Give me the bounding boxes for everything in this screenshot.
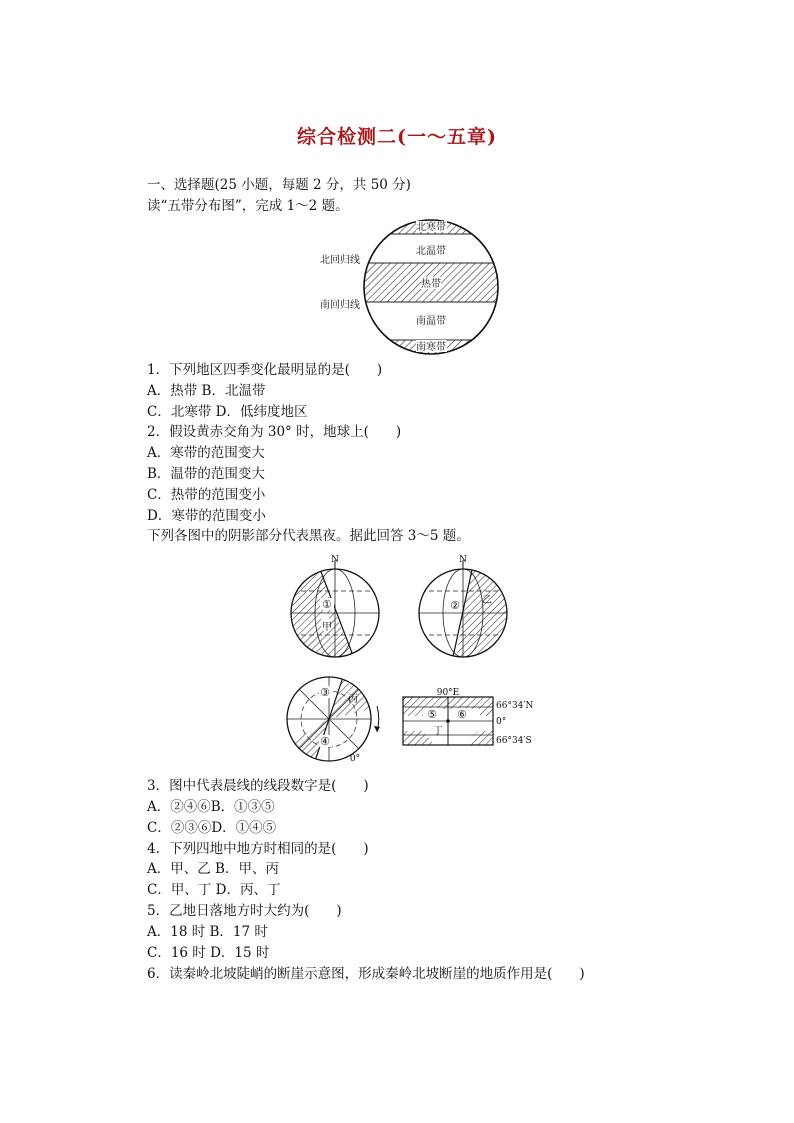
point-bing: 丙 [348, 694, 358, 705]
option-line: C．热带的范围变小 [147, 487, 266, 503]
point-jia: 甲 [322, 622, 332, 633]
tropic-south-label: 南回归线 [320, 300, 360, 311]
globe-2 [413, 555, 515, 666]
page-title: 综合检测二(一～五章) [297, 126, 497, 148]
marker-1: ① [322, 598, 332, 611]
section-heading: 一、选择题(25 小题，每题 2 分，共 50 分) [147, 177, 411, 193]
question-3: 3．图中代表晨线的线段数字是( ) [147, 778, 369, 794]
lon-label: 90°E [436, 688, 460, 698]
option-line: B．温带的范围变大 [147, 466, 265, 482]
intro-q3-5: 下列各图中的阴影部分代表黑夜。据此回答 3～5 题。 [147, 528, 470, 544]
tropic-north-label: 北回归线 [320, 255, 360, 266]
intro-q1-2: 读“五带分布图”，完成 1～2 题。 [147, 198, 349, 214]
question-2: 2．假设黄赤交角为 30° 时，地球上( ) [147, 424, 402, 440]
zone-label: 南寒带 [416, 342, 446, 353]
globe-1 [285, 555, 385, 666]
option-line: C．②③⑥D．①④⑤ [147, 820, 277, 836]
marker-2: ② [450, 599, 460, 612]
point-yi: 乙 [482, 595, 492, 606]
day-night-figure [285, 556, 545, 766]
lat-equator-label: 0° [496, 717, 507, 727]
north-label: N [331, 555, 339, 565]
rect-map [403, 688, 533, 746]
zone-label: 热带 [421, 279, 441, 290]
point-ding: 丁 [433, 726, 443, 737]
marker-5: ⑤ [427, 708, 437, 721]
question-4: 4．下列四地中地方时相同的是( ) [147, 841, 369, 857]
five-zones-figure [315, 218, 505, 356]
question-5: 5．乙地日落地方时大约为( ) [147, 903, 342, 919]
option-line: A．寒带的范围变大 [147, 445, 265, 461]
zone-label: 南温带 [416, 316, 446, 327]
option-line: A．18 时 B．17 时 [147, 924, 268, 940]
zone-label: 北寒带 [416, 222, 446, 233]
option-line: A．②④⑥B．①③⑤ [147, 799, 275, 815]
marker-6: ⑥ [457, 708, 467, 721]
meridian-0-label: 0° [349, 754, 361, 764]
option-line: C．16 时 D．15 时 [147, 945, 270, 961]
marker-3: ③ [320, 686, 330, 699]
option-line: A．甲、乙 B．甲、丙 [147, 861, 279, 877]
north-label: N [459, 555, 467, 565]
option-line: C．甲、丁 D．丙、丁 [147, 882, 281, 898]
option-line: A．热带 B．北温带 [147, 383, 266, 399]
option-line: D．寒带的范围变小 [147, 508, 266, 524]
marker-4: ④ [320, 735, 330, 748]
lat-north-label: 66°34′N [496, 701, 534, 711]
question-6: 6．读秦岭北坡陡峭的断崖示意图，形成秦岭北坡断崖的地质作用是( ) [147, 966, 585, 982]
zone-label: 北温带 [416, 246, 446, 257]
globe-3 [285, 671, 385, 767]
option-line: C．北寒带 D．低纬度地区 [147, 404, 308, 420]
question-1: 1．下列地区四季变化最明显的是( ) [147, 362, 383, 378]
lat-south-label: 66°34′S [496, 736, 532, 746]
